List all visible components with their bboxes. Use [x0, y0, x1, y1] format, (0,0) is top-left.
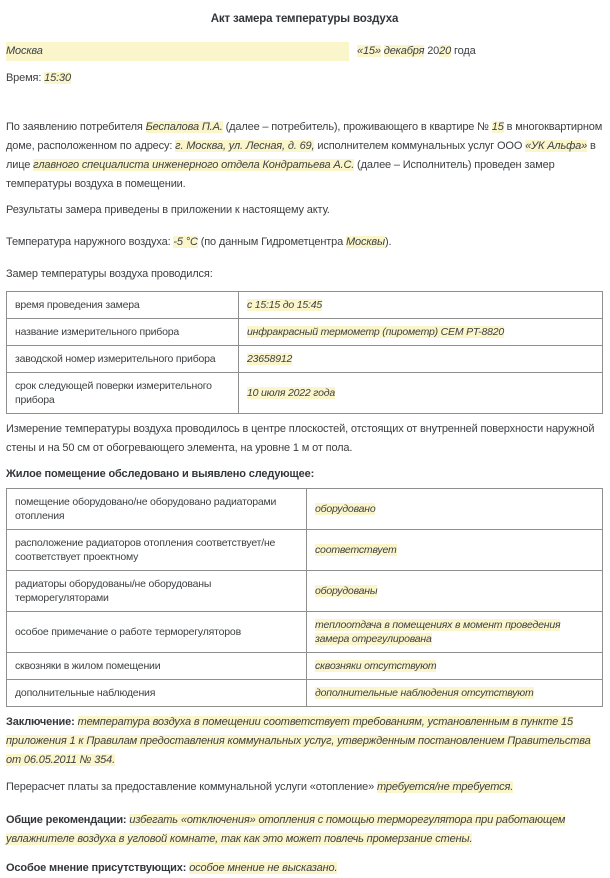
filled-field-text: главного специалиста инженерного отдела Кондратьева А.С. — [33, 159, 355, 171]
static-text: Общие рекомендации: — [6, 814, 130, 826]
row-label: помещение оборудовано/не оборудовано радиаторами отопления — [7, 489, 307, 530]
filled-field-text: избегать «отключения» отопления с помощью терморегулятора при работающем увлажнителе воздуха в угловой комнате, так как это может повлечь промерзание стены. — [6, 814, 566, 845]
filled-field-text: 15:30 — [44, 72, 71, 84]
table-row — [7, 680, 603, 707]
row-value-cell — [239, 373, 603, 414]
row-value-cell — [307, 571, 603, 612]
row-label: название измерительного прибора — [7, 319, 239, 346]
row-value-cell — [239, 346, 603, 373]
row-value: теплоотдача в помещениях в момент проведения замера отрегулирована — [315, 619, 561, 645]
static-text: Особое мнение присутствующих: — [6, 862, 190, 874]
time-line — [6, 69, 603, 88]
row-label: время проведения замера — [7, 292, 239, 319]
recommendations-paragraph — [6, 811, 603, 849]
row-value-cell — [307, 530, 603, 571]
inspection-table-body — [7, 489, 603, 707]
filled-field-text: Беспалова П.А. — [145, 121, 223, 133]
row-value: дополнительные наблюдения отсутствуют — [315, 687, 534, 699]
city-field — [6, 42, 349, 61]
recalculation-paragraph — [6, 778, 603, 797]
filled-field-text: температура воздуха в помещении соответствует требованиям, установленным в пункте 15 приложения 1 к Правилам предоставления коммунальных услуг, утвержденным постановлением Правительства от 06.05.2011 № 354. — [6, 716, 591, 766]
row-value: с 15:15 до 15:45 — [247, 299, 322, 311]
static-text: (далее – потребитель), проживающего в квартире № — [222, 121, 492, 133]
static-text: ). — [384, 236, 392, 248]
row-value-cell — [307, 680, 603, 707]
table-row — [7, 373, 603, 414]
city-value: Москва — [6, 45, 43, 57]
static-text: Перерасчет платы за предоставление коммунальной услуги «отопление» — [6, 781, 377, 793]
special-opinion-paragraph — [6, 859, 603, 878]
row-label: срок следующей поверки измерительного прибора — [7, 373, 239, 414]
table-row — [7, 653, 603, 680]
table-row — [7, 571, 603, 612]
static-text: года — [451, 45, 476, 57]
inspection-heading: Жилое помещение обследовано и выявлено следующее: — [6, 468, 315, 480]
row-label: особое примечание о работе терморегуляторов — [7, 612, 307, 653]
static-text: Заключение: — [6, 716, 78, 728]
method-paragraph: Измерение температуры воздуха проводилось в центре плоскостей, отстоящих от внутренней поверхности наружной стены и на 50 см от обогревающего элемента, на уровне 1 м от пола. — [6, 423, 595, 454]
device-table-body — [7, 292, 603, 414]
row-value-cell — [307, 653, 603, 680]
row-value: оборудованы — [315, 585, 378, 597]
filled-field-text: г. Москва, ул. Лесная, д. 69, — [175, 140, 315, 152]
conclusion-paragraph — [6, 713, 603, 770]
city-date-line — [6, 42, 603, 61]
row-value: 23658912 — [247, 353, 293, 365]
row-value: соответствует — [315, 544, 397, 556]
row-label: расположение радиаторов отопления соответствует/не соответствует проектному — [7, 530, 307, 571]
filled-field-text: 15 — [491, 121, 504, 133]
row-value-cell — [239, 319, 603, 346]
row-label: заводской номер измерительного прибора — [7, 346, 239, 373]
row-value: сквозняки отсутствуют — [315, 660, 437, 672]
filled-field-text: -5 °С — [173, 236, 198, 248]
table-row — [7, 346, 603, 373]
static-text: (далее – Исполнитель) проведен замер температуры воздуха в помещении. — [6, 159, 555, 190]
filled-field-text: 20 — [439, 45, 452, 57]
static-text: Время: — [6, 72, 45, 84]
filled-field-text: декабря — [383, 45, 425, 57]
measurement-intro-paragraph: Замер температуры воздуха проводился: — [6, 268, 213, 280]
static-text: Температура наружного воздуха: — [6, 236, 174, 248]
static-text: в многоквартирном доме, расположенном по адресу: — [6, 121, 603, 152]
row-value: оборудовано — [315, 503, 376, 515]
filled-field-text: особое мнение не высказано. — [189, 862, 338, 874]
table-row — [7, 612, 603, 653]
static-text: По заявлению потребителя — [6, 121, 146, 133]
row-label: радиаторы оборудованы/не оборудованы терморегуляторами — [7, 571, 307, 612]
table-row — [7, 292, 603, 319]
row-label: дополнительные наблюдения — [7, 680, 307, 707]
results-paragraph: Результаты замера приведены в приложении к настоящему акту. — [6, 204, 330, 216]
static-text: (по данным Гидрометцентра — [197, 236, 347, 248]
outdoor-temperature-paragraph — [6, 233, 603, 252]
device-table — [6, 291, 603, 414]
inspection-table — [6, 488, 603, 707]
filled-field-text: требуется/не требуется. — [376, 781, 514, 793]
statement-paragraph — [6, 118, 603, 194]
filled-field-text: Москвы — [346, 236, 385, 248]
table-row — [7, 319, 603, 346]
static-text: в лице — [6, 140, 596, 171]
row-value-cell — [307, 612, 603, 653]
row-value: инфракрасный термометр (пирометр) CEM PT-8820 — [247, 326, 505, 338]
static-text: исполнителем коммунальных услуг ООО — [314, 140, 526, 152]
date-field — [357, 45, 476, 57]
table-row — [7, 489, 603, 530]
static-text: 20 — [424, 45, 440, 57]
row-label: сквозняки в жилом помещении — [7, 653, 307, 680]
row-value: 10 июля 2022 года — [247, 387, 335, 399]
filled-field-text: «УК Альфа» — [525, 140, 588, 152]
row-value-cell — [239, 292, 603, 319]
table-row — [7, 530, 603, 571]
filled-field-text: «15» — [357, 45, 381, 57]
document-title: Акт замера температуры воздуха — [210, 13, 399, 25]
row-value-cell — [307, 489, 603, 530]
